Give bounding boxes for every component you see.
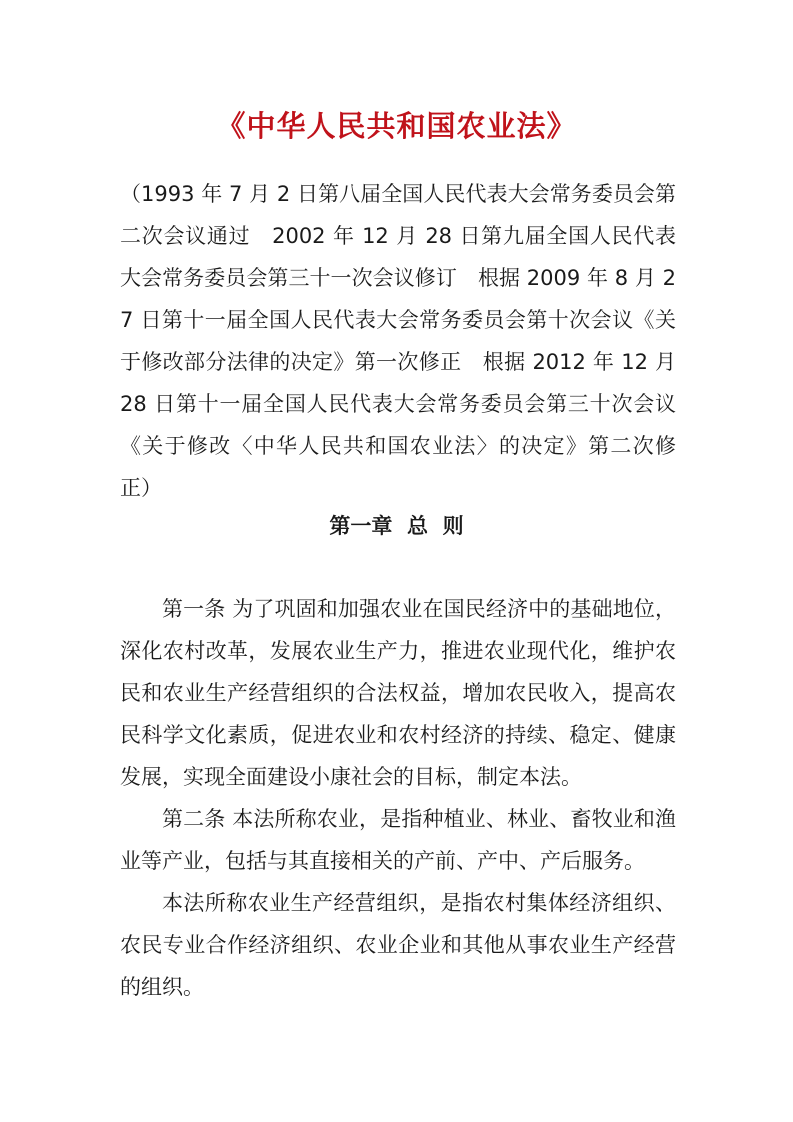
chapter-heading: 第一章 总 则 — [329, 514, 464, 538]
article-paragraph-2: 第二条 本法所称农业，是指种植业、林业、畜牧业和渔业等产业，包括与其直接相关的产前、产中、产后服务。 — [120, 807, 676, 873]
document-title: 《中华人民共和国农业法》 — [216, 109, 577, 143]
legislative-history-note: （1993 年 7 月 2 日第八届全国人民代表大会常务委员会第二次会议通过 2002 年 12 月 28 日第九届全国人民代表大会常务委员会第三十一次会议修订 根据 2009 年 8 月 27 日第十一届全国人民代表大会常务委员会第十次会议《关于修改部分法律的决定》第一次修正 根据 2012 年 12 月 28 日第十一届全国人民代表大会常务委员会第三十次会议《关于修改〈中华人民共和国农业法〉的决定》第二次修正） — [120, 182, 676, 500]
article-paragraph-3: 本法所称农业生产经营组织，是指农村集体经济组织、农民专业合作经济组织、农业企业和其他从事农业生产经营的组织。 — [120, 891, 676, 999]
article-body — [120, 588, 676, 1008]
article-paragraph-1: 第一条 为了巩固和加强农业在国民经济中的基础地位，深化农村改革，发展农业生产力，推进农业现代化，维护农民和农业生产经营组织的合法权益，增加农民收入，提高农民科学文化素质，促进农业和农村经济的持续、稳定、健康发展，实现全面建设小康社会的目标，制定本法。 — [120, 597, 676, 789]
